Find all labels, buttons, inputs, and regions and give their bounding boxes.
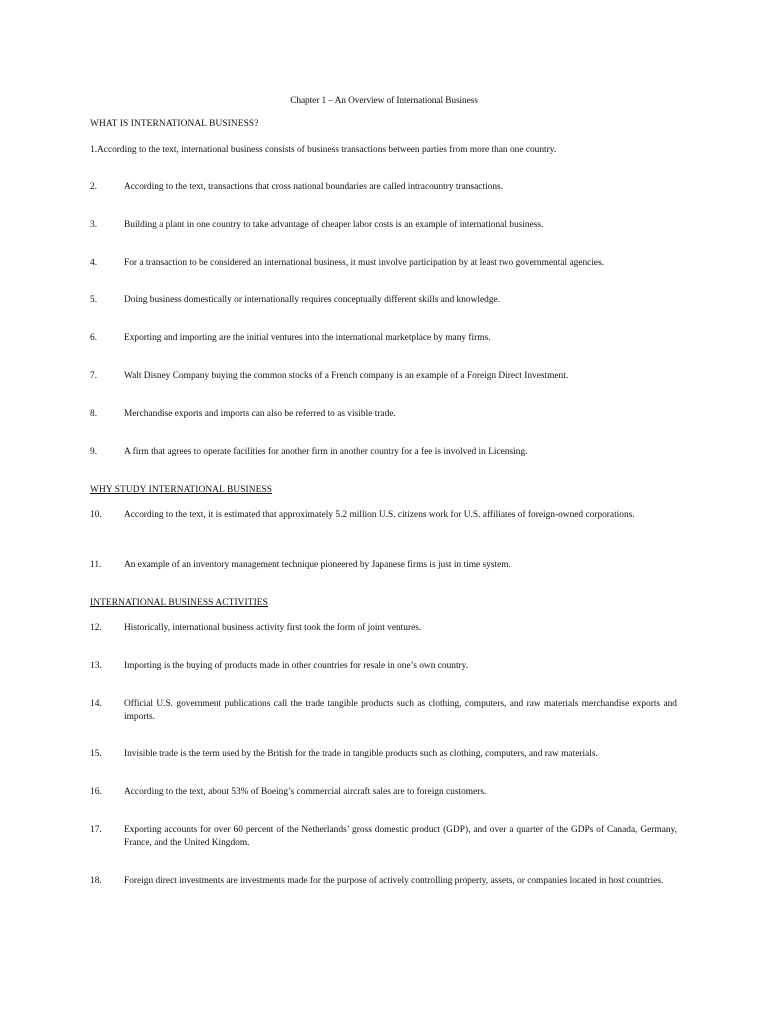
question-text: Walt Disney Company buying the common stocks of a French company is an example of a Foreign Direct Investment. [124,371,569,381]
question-number: 7. [90,371,98,381]
question-text: Invisible trade is the term used by the British for the trade in tangible products such as clothing, computers, and raw materials. [124,749,598,759]
question-text: For a transaction to be considered an international business, it must involve participation by at least two governmental agencies. [124,258,605,268]
section-heading-what-is: WHAT IS INTERNATIONAL BUSINESS? [90,119,259,129]
question-number: 15. [90,749,102,759]
question-text: An example of an inventory management technique pioneered by Japanese firms is just in time system. [124,560,511,570]
question-number: 6. [90,333,98,343]
question-number: 11. [90,560,102,570]
question-text: Official U.S. government publications call the trade tangible products such as clothing, computers, and raw materials merchandise exports and imports. [124,699,677,722]
section-heading-activities: INTERNATIONAL BUSINESS ACTIVITIES [90,598,268,608]
question-text: Exporting and importing are the initial ventures into the international marketplace by many firms. [124,333,491,343]
page-title: Chapter 1 – An Overview of International Business [290,96,478,106]
question-number: 5. [90,295,98,305]
question-text: Importing is the buying of products made in other countries for resale in one’s own country. [124,661,469,671]
question-number: 8. [90,409,98,419]
question-number: 10. [90,510,102,520]
question-text: According to the text, it is estimated that approximately 5.2 million U.S. citizens work for U.S. affiliates of foreign-owned corporations. [124,510,635,520]
question-number: 13. [90,661,102,671]
question-text: According to the text, about 53% of Boeing’s commercial aircraft sales are to foreign customers. [124,787,487,797]
question-text: A firm that agrees to operate facilities for another firm in another country for a fee is involved in Licensing. [124,447,528,457]
question-text: Historically, international business activity first took the form of joint ventures. [124,623,422,633]
question-number: 9. [90,447,98,457]
section-heading-why-study: WHY STUDY INTERNATIONAL BUSINESS [90,485,273,495]
question-number: 16. [90,787,102,797]
question-text: Doing business domestically or internationally requires conceptually different skills and knowledge. [124,295,501,305]
question-number: 12. [90,623,102,633]
question-number: 18. [90,876,102,886]
question-number: 14. [90,699,102,709]
question-number: 3. [90,220,98,230]
question-text: Foreign direct investments are investments made for the purpose of actively controlling property, assets, or companies located in host countries. [124,876,664,886]
question-number: 4. [90,258,98,268]
question-text: According to the text, transactions that cross national boundaries are called intracountry transactions. [124,182,504,192]
question-text: 1.According to the text, international business consists of business transactions between parties from more than one country. [90,145,557,155]
question-number: 17. [90,825,102,835]
question-text: Merchandise exports and imports can also be referred to as visible trade. [124,409,396,419]
question-number: 2. [90,182,98,192]
question-text: Building a plant in one country to take advantage of cheaper labor costs is an example of international business. [124,220,544,230]
question-text: Exporting accounts for over 60 percent of the Netherlands’ gross domestic product (GDP), and over a quarter of the GDPs of Canada, Germany, France, and the United Kingdom. [124,825,677,848]
